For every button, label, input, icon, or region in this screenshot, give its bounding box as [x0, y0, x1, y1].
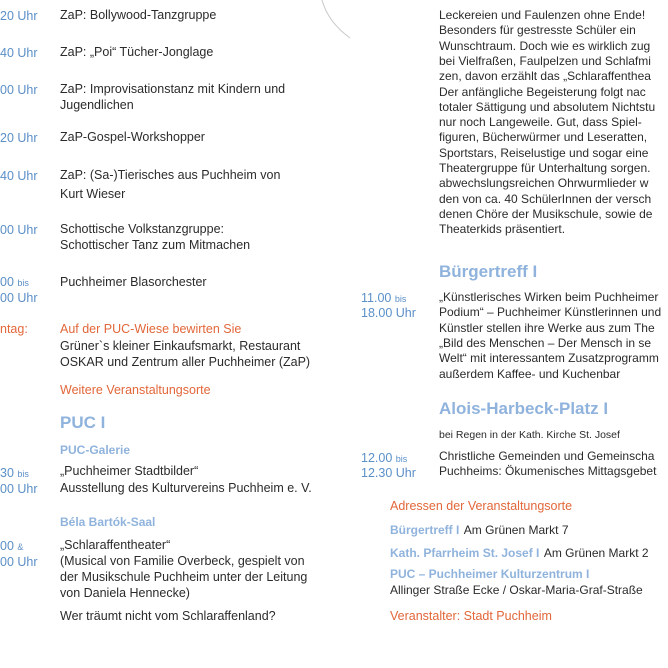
- addresses-heading: Adressen der Veranstaltungsorte: [390, 499, 573, 513]
- paragraph-line: den von ca. 40 SchülerInnen der versch: [439, 191, 652, 206]
- paragraph-line: nur noch Langeweile. Gut, dass Spiel-: [439, 115, 642, 130]
- entry-time: 40 Uhr: [0, 169, 38, 183]
- galerie-text: Ausstellung des Kulturvereins Puchheim e. V.: [60, 481, 312, 495]
- galerie-text: „Puchheimer Stadtbilder“: [60, 464, 199, 478]
- entry-text: Puchheimer Blasorchester: [60, 275, 207, 289]
- day-label: ntag:: [0, 322, 28, 336]
- entry-time: 00 Uhr: [0, 83, 38, 97]
- paragraph-line: figuren, Bücherwürmer und Leseratten,: [439, 130, 648, 145]
- bartok-text: „Schlaraffentheater“: [60, 538, 171, 552]
- paragraph-line: totaler Sättigung und absolutem Nichtstu: [439, 99, 656, 114]
- venue-heading: PUC I: [60, 413, 106, 432]
- decorative-curve: [300, 0, 360, 40]
- alois-text: Christliche Gemeinden und Gemeinscha: [439, 449, 655, 463]
- address-text: Allinger Straße Ecke / Oskar-Maria-Graf-Straße: [390, 583, 643, 597]
- entry-time: 00 Uhr: [0, 291, 38, 305]
- paragraph-line: Besonders für gestresste Schüler ein: [439, 23, 636, 38]
- bartok-time: 00 &: [0, 539, 24, 553]
- address-venue-name: PUC – Puchheimer Kulturzentrum I: [390, 567, 590, 581]
- puc-wiese-text: Grüner`s kleiner Einkaufsmarkt, Restaurant: [60, 339, 301, 353]
- paragraph-line: Künstler stellen ihre Werke aus zum The: [439, 320, 655, 335]
- bartok-time: 00 Uhr: [0, 555, 38, 569]
- venue-subheading: Béla Bartók-Saal: [60, 515, 156, 529]
- entry-text: Schottischer Tanz zum Mitmachen: [60, 238, 251, 252]
- entry-time: 00 Uhr: [0, 223, 38, 237]
- paragraph-line: bei Vielfraßen, Faulpelzen und Schlafmi: [439, 53, 651, 68]
- alois-time: 12.30 Uhr: [361, 466, 416, 480]
- buergertreff-time: 18.00 Uhr: [361, 306, 416, 320]
- paragraph-line: Leckereien und Faulenzen ohne Ende!: [439, 8, 646, 22]
- bartok-text: von Daniela Hennecke): [60, 586, 190, 600]
- galerie-time: 30 bis: [0, 466, 29, 480]
- entry-time: 00 bis: [0, 275, 29, 289]
- entry-text: ZaP: Improvisationstanz mit Kindern und: [60, 82, 286, 96]
- puc-wiese-heading: Auf der PUC-Wiese bewirten Sie: [60, 322, 242, 336]
- paragraph-line: Theaterkids präsentiert.: [439, 222, 566, 237]
- address-venue-name: Kath. Pfarrheim St. Josef I: [390, 546, 540, 560]
- paragraph-line: Der anfängliche Begeisterung folgt nac: [439, 84, 646, 99]
- entry-text: ZaP-Gospel-Workshopper: [60, 130, 205, 144]
- address-text: Am Grünen Markt 7: [463, 523, 569, 537]
- paragraph-line: Podium“ – Puchheimer Künstlerinnen und: [439, 305, 662, 320]
- bartok-text: (Musical von Familie Overbeck, gespielt von: [60, 554, 305, 568]
- question-text: Wer träumt nicht vom Schlaraffenland?: [60, 609, 276, 623]
- bartok-text: der Musikschule Puchheim unter der Leitung: [60, 570, 308, 584]
- address-text: Am Grünen Markt 2: [543, 546, 649, 560]
- address-line: [390, 544, 649, 562]
- paragraph-line: zen, davon erzählt das „Schlaraffenthea: [439, 69, 651, 84]
- paragraph-line: Theatergruppe für Unterhaltung sorgen.: [439, 161, 651, 175]
- paragraph-line: „Künstlerisches Wirken beim Puchheimer: [439, 290, 659, 304]
- entry-time: 20 Uhr: [0, 9, 38, 23]
- alois-text: Puchheims: Ökumenisches Mittagsgebet: [439, 464, 657, 478]
- buergertreff-time: 11.00 bis: [361, 291, 407, 305]
- entry-time: 40 Uhr: [0, 46, 38, 60]
- further-venues-heading: Weitere Veranstaltungsorte: [60, 383, 211, 397]
- paragraph-line: „Bild des Menschen – Der Mensch in se: [439, 335, 652, 350]
- entry-text: ZaP: Bollywood-Tanzgruppe: [60, 8, 217, 22]
- entry-time: 20 Uhr: [0, 131, 38, 145]
- address-line: [390, 521, 569, 539]
- entry-text: Schottische Volkstanzgruppe:: [60, 222, 224, 236]
- address-venue-name: Bürgertreff I: [390, 523, 460, 537]
- venue-note: bei Regen in der Kath. Kirche St. Josef: [439, 429, 620, 441]
- organizer: Veranstalter: Stadt Puchheim: [390, 609, 552, 623]
- entry-text: Kurt Wieser: [60, 187, 126, 201]
- entry-text: ZaP: „Poi“ Tücher-Jonglage: [60, 45, 214, 59]
- paragraph-line: Sportstars, Reiselustige und sogar eine: [439, 145, 649, 160]
- venue-heading: Alois-Harbeck-Platz I: [439, 399, 609, 418]
- paragraph-line: Wunschtraum. Doch wie es wirklich zug: [439, 38, 651, 53]
- venue-heading: Bürgertreff I: [439, 262, 538, 281]
- venue-subheading: PUC-Galerie: [60, 443, 131, 457]
- paragraph-line: denen Chöre der Musikschule, sowie de: [439, 206, 653, 221]
- galerie-time: 00 Uhr: [0, 482, 38, 496]
- paragraph-line: außerdem Kaffee- und Kuchenbar: [439, 366, 621, 381]
- entry-text: ZaP: (Sa-)Tierisches aus Puchheim von: [60, 168, 281, 182]
- alois-time: 12.00 bis: [361, 451, 408, 465]
- entry-text: Jugendlichen: [60, 98, 134, 112]
- puc-wiese-text: OSKAR und Zentrum aller Puchheimer (ZaP): [60, 355, 311, 369]
- paragraph-line: Welt“ mit interessantem Zusatzprogramm: [439, 351, 659, 366]
- paragraph-line: abwechslungsreichen Ohrwurmlieder w: [439, 176, 649, 191]
